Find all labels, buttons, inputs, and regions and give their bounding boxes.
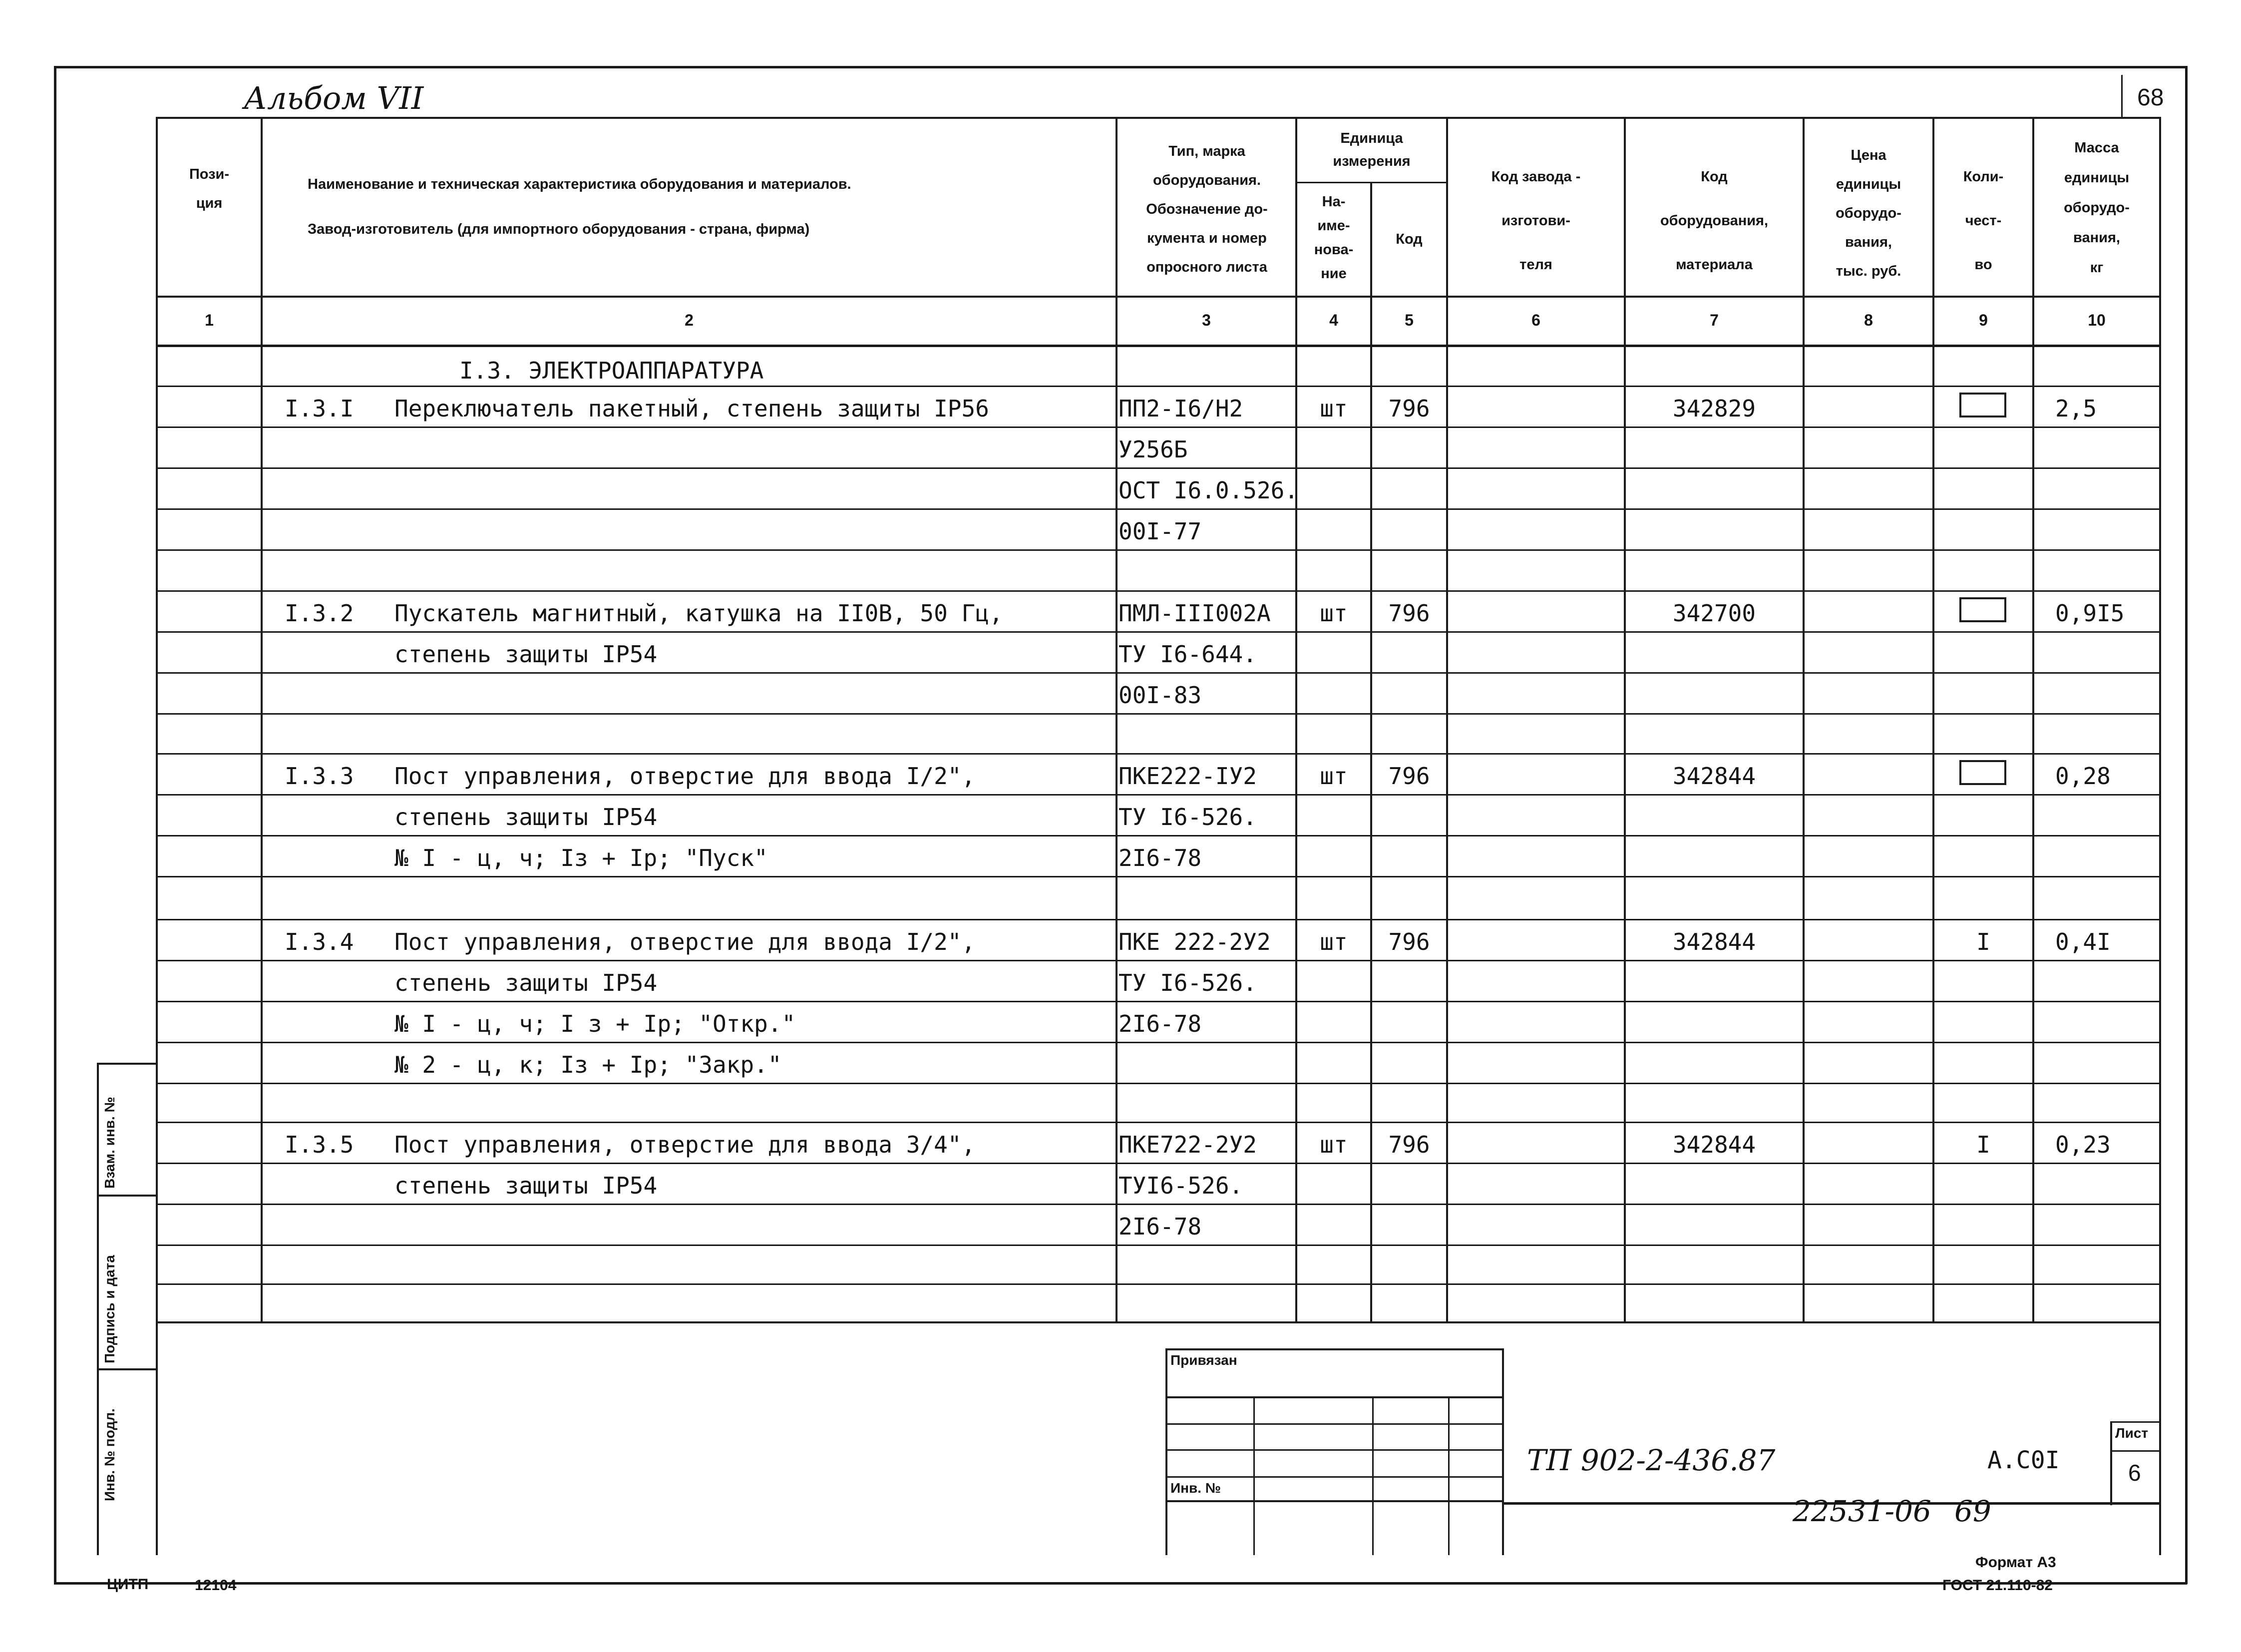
row-type: 2I6-78 bbox=[1119, 844, 1202, 871]
citp-label: ЦИТП bbox=[107, 1576, 149, 1593]
row-line bbox=[156, 753, 2161, 755]
row-unit: шт bbox=[1320, 1131, 1348, 1158]
col-divider-9 bbox=[2032, 117, 2034, 1323]
row-line bbox=[156, 876, 2161, 877]
row-mass: 2,5 bbox=[2055, 395, 2097, 422]
row-type: ТУ I6-644. bbox=[1119, 641, 1257, 668]
row-line bbox=[156, 1083, 2161, 1084]
col-divider-5 bbox=[1446, 117, 1448, 1323]
column-number-7: 7 bbox=[1710, 311, 1719, 329]
row-type: ТУI6-526. bbox=[1119, 1172, 1243, 1199]
row-type: ПКЕ 222-2У2 bbox=[1119, 928, 1271, 955]
outer-frame-right bbox=[2185, 66, 2188, 1584]
column-number-8: 8 bbox=[1864, 311, 1873, 329]
row-unit-code: 796 bbox=[1388, 1131, 1430, 1158]
gost-label: ГОСТ 21.110-82 bbox=[1942, 1577, 2053, 1594]
row-position: I.3.2 bbox=[285, 600, 354, 627]
row-mass: 0,23 bbox=[2055, 1131, 2111, 1158]
col-divider-1 bbox=[261, 117, 263, 1323]
row-line bbox=[156, 1244, 2161, 1246]
row-line bbox=[156, 467, 2161, 469]
row-type: У256Б bbox=[1119, 436, 1188, 463]
stamp-line-1 bbox=[1165, 1396, 1504, 1398]
row-unit-code: 796 bbox=[1388, 395, 1430, 422]
citp-number: 12104 bbox=[195, 1577, 237, 1594]
table-left-border bbox=[156, 117, 158, 1555]
row-unit-code: 796 bbox=[1388, 600, 1430, 627]
row-equipment-code: 342844 bbox=[1672, 1131, 1756, 1158]
row-quantity-box bbox=[1959, 393, 2006, 417]
row-type: 2I6-78 bbox=[1119, 1010, 1202, 1037]
row-mass: 0,9I5 bbox=[2055, 600, 2125, 627]
column-number-3: 3 bbox=[1202, 311, 1211, 329]
row-line bbox=[156, 1122, 2161, 1123]
row-unit: шт bbox=[1320, 928, 1348, 955]
section-title: I.3. ЭЛЕКТРОАППАРАТУРА bbox=[459, 357, 764, 384]
row-line bbox=[156, 346, 2161, 347]
row-name: № 2 - ц, к; Iз + Iр; "Закр." bbox=[394, 1051, 782, 1078]
row-name: № I - ц, ч; Iз + Iр; "Пуск" bbox=[394, 844, 768, 871]
row-type: 00I-83 bbox=[1119, 682, 1202, 709]
side-label-replace: Взам. инв. № bbox=[102, 1097, 117, 1189]
stamp-left bbox=[1165, 1348, 1167, 1555]
row-name: № I - ц, ч; I з + Iр; "Откр." bbox=[394, 1010, 796, 1037]
row-quantity: I bbox=[1976, 1131, 1990, 1158]
row-line bbox=[156, 1001, 2161, 1002]
stamp-code: А.С0I bbox=[1987, 1446, 2060, 1474]
outer-frame-bottom bbox=[54, 1582, 2187, 1585]
side-strip-top bbox=[97, 1063, 158, 1065]
page-number: 68 bbox=[2137, 84, 2164, 111]
row-mass: 0,4I bbox=[2055, 928, 2111, 955]
row-type: 00I-77 bbox=[1119, 518, 1202, 545]
row-line bbox=[156, 426, 2161, 428]
row-name: степень защиты IP54 bbox=[394, 969, 658, 996]
row-unit-code: 796 bbox=[1388, 928, 1430, 955]
sheet-box-mid bbox=[2110, 1450, 2161, 1452]
stamp-top bbox=[1165, 1348, 1504, 1350]
row-line bbox=[156, 960, 2161, 961]
header-col-8: Цена единицы оборудо- вания, тыс. руб. bbox=[1836, 147, 1901, 279]
row-line bbox=[156, 672, 2161, 674]
stamp-line-5 bbox=[1165, 1500, 1504, 1502]
side-label-inventory: Инв. № подл. bbox=[102, 1408, 117, 1501]
column-number-1: 1 bbox=[205, 311, 214, 329]
row-type: ТУ I6-526. bbox=[1119, 969, 1257, 996]
row-unit: шт bbox=[1320, 600, 1348, 627]
row-quantity-box bbox=[1959, 760, 2006, 785]
row-line bbox=[156, 919, 2161, 920]
table-top-border bbox=[156, 117, 2161, 119]
column-number-6: 6 bbox=[1531, 311, 1540, 329]
header-col-6: Код завода - изготови- теля bbox=[1491, 169, 1581, 273]
row-type: ОСТ I6.0.526. bbox=[1119, 477, 1299, 504]
header-col-4: На- име- нова- ние bbox=[1314, 194, 1354, 282]
row-unit: шт bbox=[1320, 395, 1348, 422]
row-equipment-code: 342844 bbox=[1672, 928, 1756, 955]
column-number-2: 2 bbox=[685, 311, 694, 329]
row-position: I.3.I bbox=[285, 395, 354, 422]
outer-frame-left bbox=[54, 66, 56, 1584]
stamp-inv-label: Инв. № bbox=[1170, 1480, 1221, 1496]
outer-frame-top bbox=[54, 66, 2187, 68]
stamp-col-1 bbox=[1253, 1396, 1255, 1555]
album-label: Альбом VII bbox=[244, 80, 424, 116]
row-name: Пост управления, отверстие для ввода I/2", bbox=[394, 763, 976, 790]
side-strip-left-line bbox=[97, 1064, 99, 1555]
row-line bbox=[156, 631, 2161, 633]
row-unit-code: 796 bbox=[1388, 763, 1430, 790]
header-col-9: Коли- чест- во bbox=[1963, 169, 2004, 273]
row-name: Пост управления, отверстие для ввода 3/4", bbox=[394, 1131, 976, 1158]
row-line bbox=[156, 590, 2161, 592]
row-name: степень защиты IP54 bbox=[394, 804, 658, 830]
row-line bbox=[156, 1204, 2161, 1205]
header-col-5: Код bbox=[1396, 231, 1423, 247]
row-type: ПКЕ722-2У2 bbox=[1119, 1131, 1257, 1158]
row-mass: 0,28 bbox=[2055, 763, 2111, 790]
header-col-10: Масса единицы оборудо- вания, кг bbox=[2064, 140, 2130, 276]
column-number-5: 5 bbox=[1405, 311, 1414, 329]
row-line bbox=[156, 549, 2161, 551]
col-divider-2 bbox=[1116, 117, 1118, 1323]
side-strip-divider-2 bbox=[97, 1368, 158, 1370]
row-type: ПМЛ-III002А bbox=[1119, 600, 1271, 627]
column-number-4: 4 bbox=[1329, 311, 1338, 329]
stamp-designation: ТП 902-2-436.87 bbox=[1527, 1443, 1776, 1477]
header-unit-group: Единица измерения bbox=[1333, 130, 1411, 169]
col-divider-7 bbox=[1803, 117, 1805, 1323]
row-unit: шт bbox=[1320, 763, 1348, 790]
row-quantity: I bbox=[1976, 928, 1990, 955]
row-name: степень защиты IP54 bbox=[394, 641, 658, 668]
row-position: I.3.5 bbox=[285, 1131, 354, 1158]
stamp-col-3 bbox=[1448, 1396, 1450, 1555]
row-type: ПП2-I6/Н2 bbox=[1119, 395, 1243, 422]
page-number-divider bbox=[2121, 75, 2123, 117]
side-label-signature: Подпись и дата bbox=[102, 1255, 117, 1363]
row-line bbox=[156, 1283, 2161, 1285]
archive-page: 69 bbox=[1954, 1494, 1991, 1528]
column-number-10: 10 bbox=[2088, 311, 2106, 329]
sheet-label: Лист bbox=[2115, 1425, 2149, 1441]
format-label: Формат А3 bbox=[1975, 1554, 2056, 1571]
header-col-2: Наименование и техническая характеристика оборудования и материалов. Завод-изготовитель (для импортного оборудования - страна, фирма) bbox=[308, 176, 851, 237]
row-name: Пост управления, отверстие для ввода I/2", bbox=[394, 928, 976, 955]
stamp-line-4 bbox=[1165, 1476, 1504, 1478]
row-position: I.3.3 bbox=[285, 763, 354, 790]
row-line bbox=[156, 386, 2161, 387]
row-line bbox=[156, 713, 2161, 715]
row-equipment-code: 342829 bbox=[1672, 395, 1756, 422]
column-number-9: 9 bbox=[1979, 311, 1988, 329]
side-strip-divider-1 bbox=[97, 1195, 158, 1197]
row-name: Пускатель магнитный, катушка на II0В, 50 Гц, bbox=[394, 600, 1003, 627]
row-line bbox=[156, 794, 2161, 796]
row-line bbox=[156, 1163, 2161, 1164]
stamp-right-inner bbox=[1502, 1348, 1504, 1555]
sheet-box-top bbox=[2110, 1421, 2161, 1423]
row-name: степень защиты IP54 bbox=[394, 1172, 658, 1199]
row-position: I.3.4 bbox=[285, 928, 354, 955]
stamp-col-2 bbox=[1372, 1396, 1374, 1555]
row-type: 2I6-78 bbox=[1119, 1213, 1202, 1240]
table-bottom-line bbox=[156, 1321, 2161, 1323]
row-type: ТУ I6-526. bbox=[1119, 804, 1257, 830]
row-line bbox=[156, 835, 2161, 836]
header-col-7: Код оборудования, материала bbox=[1660, 169, 1769, 273]
row-line bbox=[156, 508, 2161, 510]
sheet-number: 6 bbox=[2128, 1460, 2141, 1486]
header-col-1: Пози- ция bbox=[189, 166, 230, 211]
row-line bbox=[156, 1042, 2161, 1043]
header-bottom-line bbox=[156, 296, 2161, 298]
row-name: Переключатель пакетный, степень защиты IP56 bbox=[394, 395, 989, 422]
row-type: ПКЕ222-IУ2 bbox=[1119, 763, 1257, 790]
row-equipment-code: 342844 bbox=[1672, 763, 1756, 790]
stamp-line-2 bbox=[1165, 1423, 1504, 1425]
row-quantity-box bbox=[1959, 597, 2006, 622]
row-equipment-code: 342700 bbox=[1672, 600, 1756, 627]
header-col-3: Тип, марка оборудования. Обозначение до- кумента и номер опросного листа bbox=[1146, 143, 1268, 275]
stamp-privyazan: Привязан bbox=[1170, 1352, 1237, 1368]
archive-number: 22531-06 bbox=[1793, 1494, 1931, 1528]
table-right-border bbox=[2159, 117, 2161, 1555]
stamp-line-3 bbox=[1165, 1449, 1504, 1451]
sheet-box-left bbox=[2110, 1421, 2112, 1505]
